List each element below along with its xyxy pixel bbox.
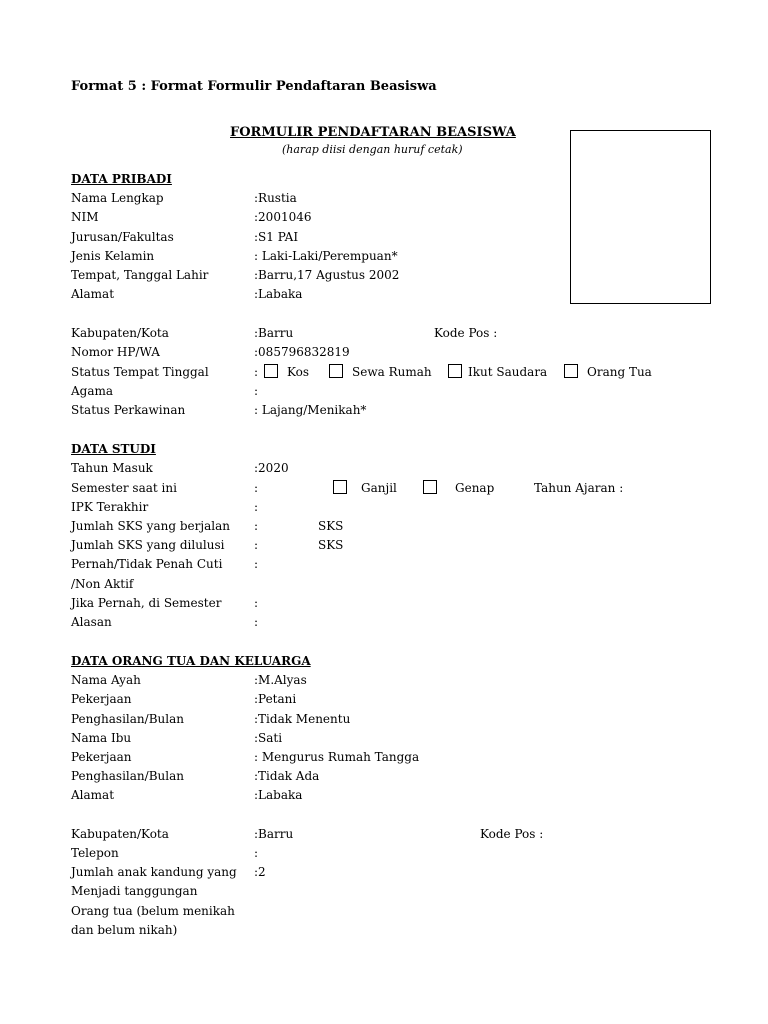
label-sks-dilulusi: Jumlah SKS yang dilulusi	[71, 538, 225, 552]
value-status-perkawinan[interactable]: : Lajang/Menikah*	[254, 403, 367, 417]
value-jurusan[interactable]: :S1 PAI	[254, 230, 299, 244]
value-cuti[interactable]: :	[254, 557, 259, 571]
label-pekerjaan-ayah: Pekerjaan	[71, 692, 132, 706]
label-cuti-cont: /Non Aktif	[71, 577, 134, 591]
label-alamat: Alamat	[71, 287, 115, 301]
value-pekerjaan-ibu[interactable]: : Mengurus Rumah Tangga	[254, 750, 420, 764]
label-kos: Kos	[287, 365, 310, 379]
label-cuti: Pernah/Tidak Penah Cuti	[71, 557, 223, 571]
value-kabupaten[interactable]: :Barru	[254, 326, 294, 340]
value-kabupaten-ortu[interactable]: :Barru	[254, 827, 294, 841]
label-semester: Semester saat ini	[71, 481, 177, 495]
label-alasan: Alasan	[71, 615, 112, 629]
form-subtitle: (harap diisi dengan huruf cetak)	[282, 143, 463, 156]
section-heading-data-studi: DATA STUDI	[71, 442, 156, 456]
label-status-perkawinan: Status Perkawinan	[71, 403, 186, 417]
label-penghasilan-ibu: Penghasilan/Bulan	[71, 769, 184, 783]
value-penghasilan-ibu[interactable]: :Tidak Ada	[254, 769, 320, 783]
value-jika-pernah[interactable]: :	[254, 596, 259, 610]
value-ttl[interactable]: :Barru,17 Agustus 2002	[254, 268, 400, 282]
label-kode-pos-ortu: Kode Pos :	[480, 827, 544, 841]
section-heading-data-orang-tua: DATA ORANG TUA DAN KELUARGA	[71, 654, 311, 668]
value-telepon[interactable]: :	[254, 846, 259, 860]
section-heading-data-pribadi: DATA PRIBADI	[71, 172, 172, 186]
label-agama: Agama	[71, 384, 114, 398]
label-alamat-ortu: Alamat	[71, 788, 115, 802]
value-agama[interactable]: :	[254, 384, 259, 398]
label-jumlah-anak-2: Menjadi tanggungan	[71, 884, 198, 898]
label-jenis-kelamin: Jenis Kelamin	[71, 249, 155, 263]
value-nomor-hp[interactable]: :085796832819	[254, 345, 350, 359]
label-telepon: Telepon	[71, 846, 119, 860]
checkbox-orang-tua[interactable]	[564, 364, 578, 378]
value-jumlah-anak[interactable]: :2	[254, 865, 266, 879]
unit-sks-dilulusi: SKS	[318, 538, 344, 552]
label-kabupaten: Kabupaten/Kota	[71, 326, 169, 340]
value-pekerjaan-ayah[interactable]: :Petani	[254, 692, 297, 706]
photo-box	[570, 130, 711, 304]
value-alamat[interactable]: :Labaka	[254, 287, 303, 301]
value-nama-ayah[interactable]: :M.Alyas	[254, 673, 307, 687]
value-ipk[interactable]: :	[254, 500, 259, 514]
colon-status-tempat-tinggal: :	[254, 365, 259, 379]
label-jika-pernah: Jika Pernah, di Semester	[71, 596, 222, 610]
value-penghasilan-ayah[interactable]: :Tidak Menentu	[254, 712, 351, 726]
label-jumlah-anak-4: dan belum nikah)	[71, 923, 178, 937]
label-orang-tua: Orang Tua	[587, 365, 652, 379]
value-alamat-ortu[interactable]: :Labaka	[254, 788, 303, 802]
label-penghasilan-ayah: Penghasilan/Bulan	[71, 712, 184, 726]
value-tahun-masuk[interactable]: :2020	[254, 461, 289, 475]
label-nama-lengkap: Nama Lengkap	[71, 191, 164, 205]
label-nama-ibu: Nama Ibu	[71, 731, 132, 745]
checkbox-genap[interactable]	[423, 480, 437, 494]
form-title: FORMULIR PENDAFTARAN BEASISWA	[230, 125, 516, 140]
label-sewa-rumah: Sewa Rumah	[352, 365, 432, 379]
label-ttl: Tempat, Tanggal Lahir	[71, 268, 209, 282]
value-alasan[interactable]: :	[254, 615, 259, 629]
checkbox-ikut-saudara[interactable]	[448, 364, 462, 378]
label-ipk: IPK Terakhir	[71, 500, 149, 514]
label-ganjil: Ganjil	[361, 481, 397, 495]
value-nim[interactable]: :2001046	[254, 210, 312, 224]
label-kabupaten-ortu: Kabupaten/Kota	[71, 827, 169, 841]
label-pekerjaan-ibu: Pekerjaan	[71, 750, 132, 764]
label-ikut-saudara: Ikut Saudara	[468, 365, 548, 379]
colon-semester: :	[254, 481, 259, 495]
unit-sks-berjalan: SKS	[318, 519, 344, 533]
value-nama-ibu[interactable]: :Sati	[254, 731, 283, 745]
value-nama-lengkap[interactable]: :Rustia	[254, 191, 297, 205]
label-nama-ayah: Nama Ayah	[71, 673, 141, 687]
document-heading: Format 5 : Format Formulir Pendaftaran Beasiswa	[71, 79, 437, 94]
label-status-tempat-tinggal: Status Tempat Tinggal	[71, 365, 209, 379]
value-jenis-kelamin[interactable]: : Laki-Laki/Perempuan*	[254, 249, 398, 263]
label-nomor-hp: Nomor HP/WA	[71, 345, 160, 359]
label-jumlah-anak-3: Orang tua (belum menikah	[71, 904, 235, 918]
colon-sks-dilulusi[interactable]: :	[254, 538, 259, 552]
label-jumlah-anak: Jumlah anak kandung yang	[71, 865, 237, 879]
colon-sks-berjalan[interactable]: :	[254, 519, 259, 533]
label-tahun-masuk: Tahun Masuk	[71, 461, 153, 475]
label-kode-pos: Kode Pos :	[434, 326, 498, 340]
label-nim: NIM	[71, 210, 99, 224]
label-jurusan: Jurusan/Fakultas	[71, 230, 174, 244]
checkbox-kos[interactable]	[264, 364, 278, 378]
checkbox-sewa-rumah[interactable]	[329, 364, 343, 378]
checkbox-ganjil[interactable]	[333, 480, 347, 494]
label-sks-berjalan: Jumlah SKS yang berjalan	[71, 519, 230, 533]
label-tahun-ajaran: Tahun Ajaran :	[534, 481, 624, 495]
label-genap: Genap	[455, 481, 495, 495]
